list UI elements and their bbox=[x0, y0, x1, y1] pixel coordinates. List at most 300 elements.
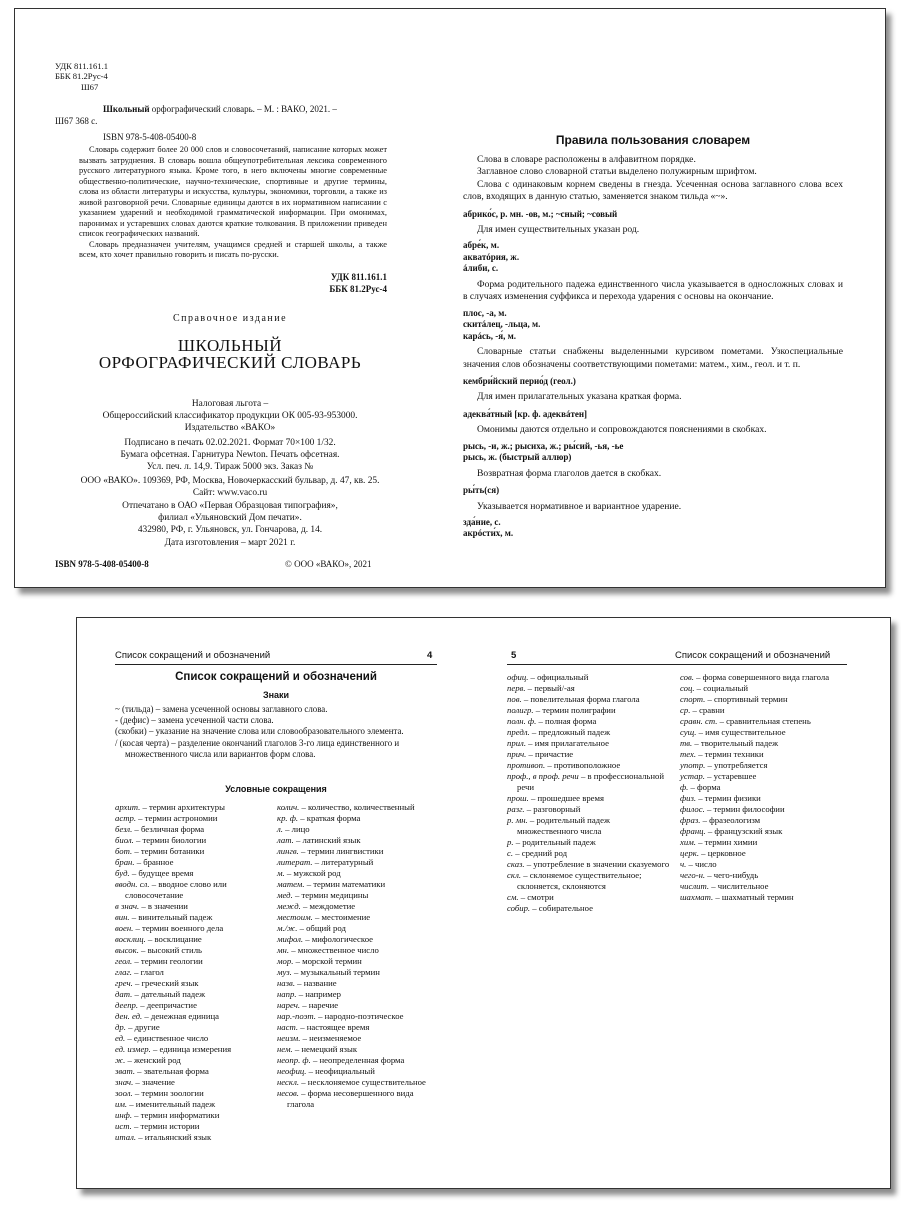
abbreviation-entry bbox=[277, 989, 439, 1000]
abbreviation-entry bbox=[680, 672, 850, 683]
abbreviation-term: спорт. bbox=[680, 694, 706, 704]
abbreviation-entry bbox=[115, 1011, 275, 1022]
abbreviation-entry bbox=[115, 824, 275, 835]
abbreviation-definition: – неизменяемое bbox=[300, 1033, 362, 1043]
abbreviation-definition: – музыкальный термин bbox=[291, 967, 380, 977]
abbreviation-term: воен. bbox=[115, 923, 134, 933]
abbreviation-definition: – термин ботаники bbox=[132, 846, 205, 856]
abbreviation-term: полн. ф. bbox=[507, 716, 537, 726]
abbreviation-definition: – причастие bbox=[526, 749, 574, 759]
abbreviation-definition: – бранное bbox=[134, 857, 174, 867]
abbreviation-definition: – в значении bbox=[139, 901, 188, 911]
abbreviation-term: хим. bbox=[680, 837, 696, 847]
example-rys-2: рысь, ж. (быстрый аллюр) bbox=[463, 452, 572, 463]
abbreviation-term: бран. bbox=[115, 857, 135, 867]
abbreviation-definition: – высокий стиль bbox=[138, 945, 202, 955]
example-skitalets: скитáлец, -льца, м. bbox=[463, 319, 541, 330]
tax-line-3: Издательство «ВАКО» bbox=[184, 423, 276, 433]
abbreviation-entry bbox=[115, 1099, 275, 1110]
page5-col2 bbox=[680, 672, 850, 903]
signs-heading: Знаки bbox=[262, 690, 290, 700]
abbreviation-entry bbox=[277, 879, 439, 890]
printer-line-1: Отпечатано в ОАО «Первая Образцовая типография», bbox=[122, 501, 338, 511]
abbreviation-entry bbox=[680, 848, 850, 859]
abbreviation-definition: – повелительная форма глагола bbox=[521, 694, 640, 704]
page4-col2 bbox=[277, 802, 439, 1110]
sign-hyphen: - (дефис) – замена усеченной части слова. bbox=[115, 715, 274, 726]
abbreviation-definition: – значение bbox=[133, 1077, 175, 1087]
abbreviation-term: инф. bbox=[115, 1110, 132, 1120]
publisher-info bbox=[45, 475, 415, 499]
example-plos: плос, -а, м. bbox=[463, 307, 507, 318]
bbk-code-right: ББК 81.2Рус-4 bbox=[329, 284, 387, 294]
abbreviation-definition: – термин военного дела bbox=[133, 923, 224, 933]
page4-header-rule bbox=[115, 664, 437, 665]
abbreviation-entry bbox=[507, 815, 672, 837]
copyright: © ООО «ВАКО», 2021 bbox=[285, 559, 372, 569]
abbreviation-term: противоп. bbox=[507, 760, 546, 770]
abbreviation-definition: – немецкий язык bbox=[292, 1044, 358, 1054]
abbreviation-definition: – термин зоологии bbox=[132, 1088, 204, 1098]
abbreviation-definition: – термин астрономии bbox=[136, 813, 218, 823]
abbreviation-term: кр. ф. bbox=[277, 813, 299, 823]
citation-line2: Ш67 368 с. bbox=[55, 116, 98, 126]
abbreviation-entry bbox=[507, 837, 672, 848]
abbreviation-term: мифол. bbox=[277, 934, 304, 944]
abbreviation-entry bbox=[680, 771, 850, 782]
abbreviation-definition: – полная форма bbox=[536, 716, 597, 726]
abbreviation-entry bbox=[115, 857, 275, 868]
abbreviation-entry bbox=[277, 901, 439, 912]
abbreviation-term: ед. измер. bbox=[115, 1044, 151, 1054]
abbreviation-term: прош. bbox=[507, 793, 529, 803]
rules-example-6 bbox=[463, 441, 843, 464]
abbreviation-term: ист. bbox=[115, 1121, 132, 1131]
abbreviation-entry bbox=[115, 945, 275, 956]
page4-number: 4 bbox=[427, 650, 433, 661]
abbreviation-definition: – мифологическое bbox=[303, 934, 373, 944]
print-line-2: Бумага офсетная. Гарнитура Newton. Печать офсетная. bbox=[120, 450, 340, 460]
abbreviation-term: глаг. bbox=[115, 967, 132, 977]
abbreviation-definition: – итальянский язык bbox=[136, 1132, 212, 1142]
example-akvatoriya: акватóрия, ж. bbox=[463, 251, 520, 262]
abbreviation-term: зоол. bbox=[115, 1088, 133, 1098]
abbreviation-entry bbox=[507, 716, 672, 727]
abbreviation-entry bbox=[277, 1066, 439, 1077]
abbreviation-entry bbox=[277, 1044, 439, 1055]
abbreviation-term: тв. bbox=[680, 738, 693, 748]
abbreviation-entry bbox=[115, 967, 275, 978]
abbreviation-entry bbox=[507, 760, 672, 771]
abbreviation-term: межд. bbox=[277, 901, 301, 911]
abbreviation-entry bbox=[680, 782, 850, 793]
publisher-site: Сайт: www.vaco.ru bbox=[192, 488, 268, 498]
abbreviation-definition: – будущее время bbox=[129, 868, 194, 878]
abbreviation-term: наст. bbox=[277, 1022, 299, 1032]
abbreviation-definition: – неофициальный bbox=[306, 1066, 375, 1076]
abbreviation-term: неизм. bbox=[277, 1033, 301, 1043]
abbreviation-entry bbox=[115, 1000, 275, 1011]
abbreviation-definition: – предложный падеж bbox=[529, 727, 611, 737]
abbreviation-entry bbox=[115, 1022, 275, 1033]
printer-info bbox=[55, 500, 405, 536]
abbreviation-definition: – женский род bbox=[125, 1055, 181, 1065]
abbreviation-definition: – чего-нибудь bbox=[705, 870, 759, 880]
abbreviation-definition: – местоимение bbox=[312, 912, 371, 922]
abbreviation-term: р. мн. bbox=[507, 815, 528, 825]
annotation-para-2: Словарь предназначен учителям, учащимся средней и старшей школы, а также всем, кто хочет правильно говорить и писать по-русски. bbox=[79, 239, 387, 259]
abbreviation-entry bbox=[507, 738, 672, 749]
abbreviation-entry bbox=[680, 727, 850, 738]
abbreviation-definition: – латинский язык bbox=[293, 835, 361, 845]
abbreviation-term: церк. bbox=[680, 848, 699, 858]
abbreviation-term: архит. bbox=[115, 802, 141, 812]
abbreviation-definition: – несклоняемое существительное bbox=[299, 1077, 426, 1087]
abbreviation-entry bbox=[507, 771, 672, 793]
example-abrek: абре́к, м. bbox=[463, 240, 500, 251]
abbreviation-definition: – неопределенная форма bbox=[310, 1055, 405, 1065]
abbreviation-entry bbox=[680, 837, 850, 848]
abbreviation-definition: – употребление в значении сказуемого bbox=[524, 859, 670, 869]
edition-type: Справочное издание bbox=[172, 313, 288, 324]
abbreviation-term: восклиц. bbox=[115, 934, 146, 944]
abbreviation-entry bbox=[277, 1088, 439, 1110]
abbreviation-entry bbox=[277, 1022, 439, 1033]
abbreviation-definition: – имя существительное bbox=[696, 727, 786, 737]
abbreviation-term: вин. bbox=[115, 912, 130, 922]
example-karas: карáсь, -я́, м. bbox=[463, 330, 517, 341]
print-line-3: Усл. печ. л. 14,9. Тираж 5000 экз. Заказ № bbox=[146, 462, 314, 472]
abbreviation-definition: – другие bbox=[125, 1022, 160, 1032]
abbreviation-entry bbox=[115, 1110, 275, 1121]
page4-title: Список сокращений и обозначений bbox=[175, 671, 377, 683]
sign-tilde: ~ (тильда) – замена усеченной основы заглавного слова. bbox=[115, 704, 328, 714]
abbreviation-definition: – форма bbox=[688, 782, 721, 792]
abbreviation-term: назв. bbox=[277, 978, 295, 988]
rules-intro-1: Слова в словаре расположены в алфавитном порядке. bbox=[477, 154, 696, 165]
abbreviation-definition: – средний род bbox=[513, 848, 568, 858]
abbreviation-definition: – восклицание bbox=[145, 934, 202, 944]
abbreviation-entry bbox=[680, 870, 850, 881]
abbreviation-definition: – термин геологии bbox=[132, 956, 203, 966]
abbreviation-definition: – термин философии bbox=[704, 804, 785, 814]
page5-running-header: Список сокращений и обозначений bbox=[675, 650, 831, 661]
abbreviation-entry bbox=[507, 749, 672, 760]
abbreviation-definition: – термин архитектуры bbox=[140, 802, 225, 812]
abbreviation-definition: – единица измерения bbox=[150, 1044, 232, 1054]
udk-code: УДК 811.161.1 bbox=[55, 61, 109, 71]
abbreviation-entry bbox=[115, 901, 275, 912]
abbreviation-entry bbox=[115, 846, 275, 857]
abbreviation-term: нескл. bbox=[277, 1077, 300, 1087]
abbreviation-entry bbox=[277, 835, 439, 846]
rules-para-homonyms: Омонимы даются отдельно и сопровождаются пояснениями в скобках. bbox=[477, 424, 767, 436]
abbreviation-term: бот. bbox=[115, 846, 133, 856]
library-codes bbox=[55, 61, 175, 92]
abbreviation-entry bbox=[115, 835, 275, 846]
rules-title: Правила пользования словарем bbox=[555, 133, 751, 147]
abbreviation-entry bbox=[277, 923, 439, 934]
abbreviation-term: итал. bbox=[115, 1132, 137, 1142]
abbreviation-entry bbox=[115, 1033, 275, 1044]
abbreviation-term: им. bbox=[115, 1099, 128, 1109]
abbreviation-entry bbox=[680, 760, 850, 771]
annotation bbox=[79, 145, 387, 261]
abbreviation-definition: – множественное число bbox=[289, 945, 379, 955]
abbreviation-term: перв. bbox=[507, 683, 526, 693]
abbreviation-entry bbox=[115, 879, 275, 901]
abbreviation-definition: – греческий язык bbox=[132, 978, 199, 988]
abbreviation-term: лингв. bbox=[277, 846, 299, 856]
book-title-line1: ШКОЛЬНЫЙ bbox=[177, 336, 283, 355]
abbreviation-definition: – например bbox=[296, 989, 341, 999]
abbreviation-entry bbox=[115, 912, 275, 923]
page5-number: 5 bbox=[511, 650, 517, 661]
rules-example-5: адеква́тный [кр. ф. адеквáтен] bbox=[463, 408, 588, 419]
abbreviation-term: пов. bbox=[507, 694, 522, 704]
abbreviation-entry bbox=[680, 705, 850, 716]
abbreviation-definition: – число bbox=[686, 859, 717, 869]
abbreviation-term: проф., в проф. речи bbox=[507, 771, 579, 781]
abbreviation-term: астр. bbox=[115, 813, 136, 823]
isbn-bottom: ISBN 978-5-408-05400-8 bbox=[55, 559, 149, 569]
rules-para-genitive: Форма родительного падежа единственного числа указывается в односложных словах и в случаях изменения суффикса и перехода ударения с основы на окончание. bbox=[463, 278, 843, 303]
citation bbox=[55, 103, 385, 143]
publisher-address: ООО «ВАКО». 109369, РФ, Москва, Новочеркасский бульвар, д. 47, кв. 25. bbox=[80, 476, 380, 486]
abbreviation-definition: – числительное bbox=[709, 881, 769, 891]
abbreviation-entry bbox=[277, 802, 439, 813]
abbreviation-entry bbox=[507, 694, 672, 705]
rules-example-4: кембри́йский перио́д (геол.) bbox=[463, 376, 576, 387]
abbreviation-term: литерат. bbox=[277, 857, 313, 867]
rules-para-reflexive: Возвратная форма глаголов дается в скобках. bbox=[477, 467, 662, 479]
rules-intro-2: Заглавное слово словарной статьи выделено полужирным шрифтом. bbox=[477, 166, 757, 178]
abbreviation-entry bbox=[680, 683, 850, 694]
abbreviation-entry bbox=[680, 859, 850, 870]
abbreviation-entry bbox=[277, 1011, 439, 1022]
abbreviation-entry bbox=[277, 934, 439, 945]
abbreviation-term: ф. bbox=[680, 782, 689, 792]
abbreviation-term: собир. bbox=[507, 903, 531, 913]
abbreviation-entry bbox=[277, 857, 439, 868]
abbreviation-entry bbox=[680, 826, 850, 837]
abbreviation-term: прич. bbox=[507, 749, 527, 759]
abbreviation-term: вводн. сл. bbox=[115, 879, 150, 889]
abbreviation-definition: – термин техники bbox=[696, 749, 764, 759]
abbreviation-term: дат. bbox=[115, 989, 133, 999]
abbreviation-entry bbox=[115, 1077, 275, 1088]
abbreviation-entry bbox=[507, 705, 672, 716]
abbreviation-definition: – винительный падеж bbox=[129, 912, 213, 922]
abbreviation-entry bbox=[115, 868, 275, 879]
rules-example-7: ры́ть(ся) bbox=[463, 485, 500, 496]
abbreviation-term: с. bbox=[507, 848, 514, 858]
page4-col1 bbox=[115, 802, 275, 1143]
abbreviation-term: скл. bbox=[507, 870, 522, 880]
abbreviation-term: мн. bbox=[277, 945, 290, 955]
abbreviation-term: см. bbox=[507, 892, 519, 902]
spread-abbreviations bbox=[76, 617, 891, 1189]
abbreviation-term: соц. bbox=[680, 683, 695, 693]
sign-slash: / (косая черта) – разделение окончаний глаголов 3-го лица единственного и множественного числа или вариантов форм слова. bbox=[115, 737, 400, 759]
abbreviation-term: филос. bbox=[680, 804, 705, 814]
spread-imprint-rules bbox=[14, 8, 886, 588]
citation-rest: орфографический словарь. – М. : ВАКО, 2021. – bbox=[149, 104, 337, 114]
abbreviation-definition: – первый/-ая bbox=[525, 683, 575, 693]
abbreviation-term: геол. bbox=[115, 956, 133, 966]
abbreviation-definition: – имя прилагательное bbox=[526, 738, 609, 748]
abbreviation-definition: – вводное слово или словосочетание bbox=[125, 879, 227, 900]
abbreviation-entry bbox=[680, 881, 850, 892]
abbreviation-term: высок. bbox=[115, 945, 139, 955]
abbreviation-entry bbox=[115, 813, 275, 824]
print-line-1: Подписано в печать 02.02.2021. Формат 70×100 1/32. bbox=[124, 438, 336, 448]
author-mark: Ш67 bbox=[81, 81, 99, 92]
book-title bbox=[55, 337, 405, 371]
abbreviation-definition: – термин информатики bbox=[132, 1110, 220, 1120]
abbreviation-term: лат. bbox=[277, 835, 294, 845]
abbreviation-entry bbox=[680, 716, 850, 727]
abbreviation-entry bbox=[507, 683, 672, 694]
abbreviation-definition: – междометие bbox=[300, 901, 356, 911]
abbreviation-term: л. bbox=[277, 824, 283, 834]
abbreviation-entry bbox=[115, 802, 275, 813]
example-alibi: áлиби, с. bbox=[463, 263, 499, 274]
abbreviation-definition: – смотри bbox=[518, 892, 554, 902]
abbreviation-definition: – термин медицины bbox=[292, 890, 369, 900]
printer-line-2: филиал «Ульяновский Дом печати». bbox=[158, 513, 302, 523]
abbreviation-entry bbox=[680, 815, 850, 826]
page5-header-rule bbox=[507, 664, 847, 665]
abbreviation-entry bbox=[680, 804, 850, 815]
book-title-line2: ОРФОГРАФИЧЕСКИЙ СЛОВАРЬ bbox=[98, 353, 362, 372]
abbreviation-term: зват. bbox=[115, 1066, 135, 1076]
abbreviation-definition: – форма несовершенного вида глагола bbox=[287, 1088, 414, 1109]
abbreviation-entry bbox=[277, 824, 439, 835]
page5-col1 bbox=[507, 672, 672, 914]
abbreviation-term: сравн. ст. bbox=[680, 716, 718, 726]
abbreviation-entry bbox=[277, 912, 439, 923]
abbreviation-definition: – общий род bbox=[297, 923, 346, 933]
abbreviation-entry bbox=[115, 1132, 275, 1143]
abbreviation-term: неофиц. bbox=[277, 1066, 307, 1076]
abbreviation-definition: – лицо bbox=[282, 824, 310, 834]
abbreviation-definition: – денежная единица bbox=[142, 1011, 219, 1021]
abbreviation-term: в знач. bbox=[115, 901, 140, 911]
abbreviation-term: сущ. bbox=[680, 727, 697, 737]
abbreviation-definition: – народно-поэтическое bbox=[315, 1011, 404, 1021]
abbreviation-definition: – спортивный термин bbox=[705, 694, 788, 704]
abbreviation-definition: – морской термин bbox=[293, 956, 362, 966]
abbreviation-definition: – церковное bbox=[699, 848, 746, 858]
abbreviation-definition: – устаревшее bbox=[704, 771, 757, 781]
abbreviation-term: ж. bbox=[115, 1055, 126, 1065]
abbr-heading: Условные сокращения bbox=[225, 784, 327, 794]
abbreviation-definition: – термин лингвистики bbox=[298, 846, 384, 856]
abbreviation-entry bbox=[680, 793, 850, 804]
abbreviation-entry bbox=[277, 846, 439, 857]
abbreviation-term: м./ж. bbox=[277, 923, 298, 933]
abbreviation-definition: – склоняемое существительное; склоняется, склоняются bbox=[517, 870, 642, 891]
tax-line-2: Общероссийский классификатор продукции ОК 005-93-953000. bbox=[102, 411, 358, 421]
abbreviation-term: неопр. ф. bbox=[277, 1055, 311, 1065]
abbreviation-entry bbox=[115, 1066, 275, 1077]
abbreviation-definition: – краткая форма bbox=[298, 813, 361, 823]
abbreviation-definition: – термин истории bbox=[131, 1121, 200, 1131]
abbreviation-definition: – родительный падеж множественного числа bbox=[517, 815, 610, 836]
abbreviation-entry bbox=[507, 793, 672, 804]
rules-para-gender: Для имен существительных указан род. bbox=[477, 224, 640, 236]
abbreviation-term: биол. bbox=[115, 835, 134, 845]
abbreviation-definition: – термин биологии bbox=[133, 835, 207, 845]
abbreviation-definition: – дательный падеж bbox=[132, 989, 206, 999]
abbreviation-entry bbox=[277, 967, 439, 978]
manufacture-date: Дата изготовления – март 2021 г. bbox=[164, 538, 296, 548]
abbreviation-entry bbox=[680, 694, 850, 705]
abbreviation-term: устар. bbox=[680, 771, 705, 781]
abbreviation-term: знач. bbox=[115, 1077, 134, 1087]
abbreviation-definition: – форма совершенного вида глагола bbox=[693, 672, 830, 682]
abbreviation-term: местоим. bbox=[277, 912, 313, 922]
abbreviation-entry bbox=[507, 848, 672, 859]
abbreviation-term: тех. bbox=[680, 749, 697, 759]
abbreviation-entry bbox=[680, 738, 850, 749]
annotation-para-1: Словарь содержит более 20 000 слов и словосочетаний, написание которых может вызвать затруднения. В словарь вошла общеупотребительная лексика современного русского литературного языка. Кроме того, в него включены многие современные общественно-политические, научно-технические, спортивные и другие термины, слова из области литературы и искусства, культуры, экономики, торговли, а также из живой разговорной речи. Словарные единицы даются в их нормативном написании с указанием ударений и необходимой грамматической информации. При омонимах, паронимах и устаревших словах даются краткие толкования. В приложении приведен список географических названий. bbox=[79, 145, 387, 238]
abbreviation-term: употр. bbox=[680, 760, 706, 770]
abbreviation-term: безл. bbox=[115, 824, 133, 834]
abbreviation-definition: – литературный bbox=[312, 857, 374, 867]
abbreviation-term: напр. bbox=[277, 989, 297, 999]
abbreviation-entry bbox=[277, 1055, 439, 1066]
abbreviation-definition: – термин физики bbox=[696, 793, 761, 803]
rules-example-2 bbox=[463, 240, 843, 275]
abbreviation-term: шахмат. bbox=[680, 892, 714, 902]
abbreviation-definition: – название bbox=[295, 978, 337, 988]
abbreviation-term: фраз. bbox=[680, 815, 701, 825]
abbreviation-definition: – противоположное bbox=[545, 760, 621, 770]
abbreviation-entry bbox=[507, 859, 672, 870]
citation-title-bold: Школьный bbox=[103, 104, 150, 114]
abbreviation-definition: – звательная форма bbox=[135, 1066, 209, 1076]
rules-intro-3: Слова с одинаковым корнем сведены в гнезда. Усеченная основа заглавного слова всех слов, входящих в данную статью, заменяется знаком тильда «~». bbox=[463, 178, 843, 203]
example-akrostikh: акрóсти́х, м. bbox=[463, 528, 514, 539]
rules-example-3 bbox=[463, 308, 843, 343]
abbreviation-entry bbox=[115, 956, 275, 967]
abbreviation-entry bbox=[507, 804, 672, 815]
abbreviation-definition: – единственное число bbox=[125, 1033, 209, 1043]
abbreviation-definition: – употребляется bbox=[705, 760, 768, 770]
abbreviation-definition: – именительный падеж bbox=[127, 1099, 216, 1109]
example-rys-1: рысь, -и, ж.; рысиха, ж.; ры́сий, -ья, -ье bbox=[463, 440, 624, 451]
abbreviation-term: сказ. bbox=[507, 859, 525, 869]
abbreviation-entry bbox=[115, 1044, 275, 1055]
library-codes-right bbox=[275, 271, 387, 295]
abbreviation-term: м. bbox=[277, 868, 285, 878]
abbreviation-term: мед. bbox=[277, 890, 293, 900]
abbreviation-definition: – собирательное bbox=[530, 903, 593, 913]
abbreviation-entry bbox=[115, 1121, 275, 1132]
abbreviation-term: ср. bbox=[680, 705, 691, 715]
abbreviation-term: сов. bbox=[680, 672, 694, 682]
abbreviation-term: предл. bbox=[507, 727, 530, 737]
abbreviation-term: нареч. bbox=[277, 1000, 301, 1010]
udk-code-right: УДК 811.161.1 bbox=[330, 272, 387, 282]
abbreviation-term: ден. ед. bbox=[115, 1011, 143, 1021]
abbreviation-definition: – прошедшее время bbox=[528, 793, 605, 803]
abbreviation-entry bbox=[277, 813, 439, 824]
tax-info bbox=[55, 398, 405, 434]
abbreviation-entry bbox=[115, 934, 275, 945]
